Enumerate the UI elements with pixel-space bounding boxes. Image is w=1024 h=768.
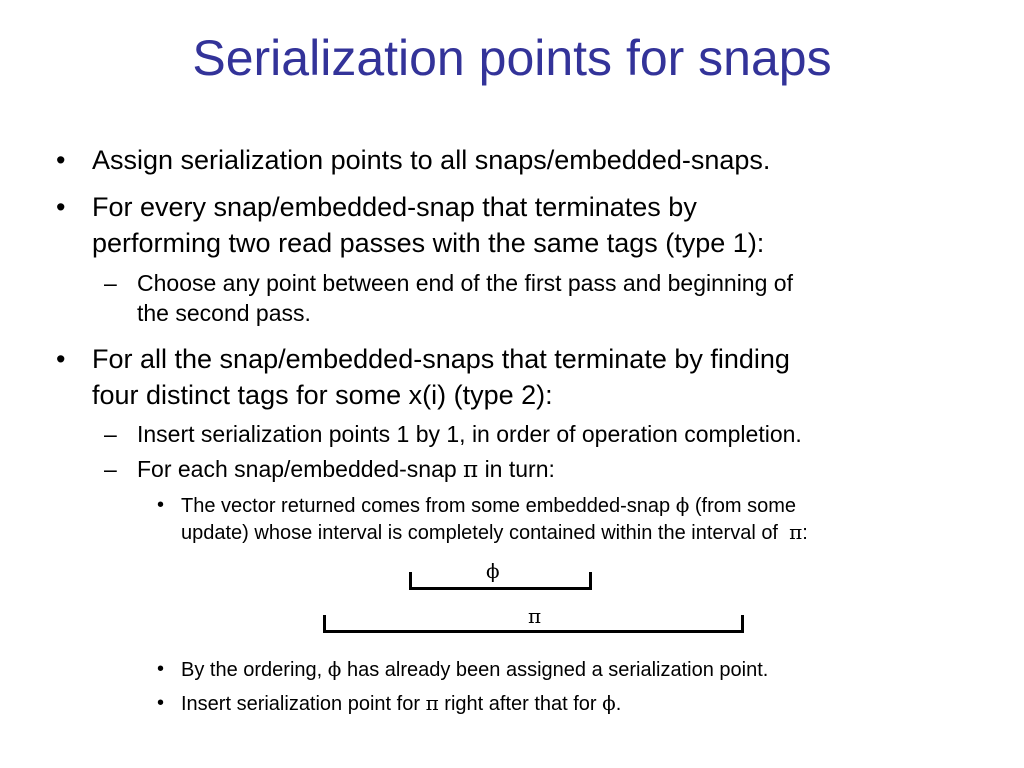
item-2-suffix: has already been assigned a serialization point. [346,659,769,681]
bullet-marker: • [56,192,66,222]
bullet-marker: • [157,692,165,714]
item-1-line-1-text: The vector returned comes from some embedded-snap [181,495,671,517]
bullet-marker: • [157,658,165,680]
bullet-2-line-1: For every snap/embedded-snap that terminates by [92,192,697,222]
phi-symbol: ϕ [675,493,690,517]
item-3-text: Insert serialization point for [181,693,421,715]
bullet-3-sub-2-text: For each snap/embedded-snap [137,456,457,482]
bullet-3-line-1: For all the snap/embedded-snaps that terminate by finding [92,344,790,374]
item-1-line-2-text: update) whose interval is completely contained within the interval of [181,522,778,544]
item-3-period: . [615,693,622,715]
pi-label: π [528,604,542,628]
pi-symbol: π [789,520,803,544]
dash-marker: – [104,421,117,447]
phi-symbol: ϕ [327,657,342,681]
bullet-marker: • [157,494,165,516]
bullet-3-line-2: four distinct tags for some x(i) (type 2): [92,380,553,410]
item-2 [181,656,768,684]
bullet-2-sub-1-line-2: the second pass. [137,300,311,326]
bullet-marker: • [56,145,66,175]
pi-symbol: π [463,457,479,483]
slide-title: Serialization points for snaps [192,30,832,86]
bullet-marker: • [56,344,66,374]
item-3-mid: right after that for [444,693,597,715]
bullet-2-line-2: performing two read passes with the same tags (type 1): [92,228,765,258]
inner-interval-bracket [409,572,592,590]
bullet-3-sub-2-suffix: in turn: [484,456,555,482]
bullet-3-sub-2 [137,454,555,485]
outer-interval-bracket [323,615,744,633]
item-1-line-1 [181,492,796,520]
dash-marker: – [104,270,117,296]
bullet-3-sub-1: Insert serialization points 1 by 1, in order of operation completion. [137,421,802,447]
bullet-1-text: Assign serialization points to all snaps/embedded-snaps. [92,145,771,175]
item-1-line-2 [181,519,808,547]
phi-label: ϕ [486,559,500,583]
item-2-text: By the ordering, [181,659,323,681]
item-1-line-1-suffix: (from some [694,495,797,517]
bullet-2-sub-1-line-1: Choose any point between end of the first pass and beginning of [137,270,793,296]
dash-marker: – [104,456,117,482]
item-1-line-2-suffix: : [802,522,808,544]
item-3 [181,690,621,718]
phi-symbol: ϕ [602,691,616,715]
pi-symbol: π [425,691,439,715]
